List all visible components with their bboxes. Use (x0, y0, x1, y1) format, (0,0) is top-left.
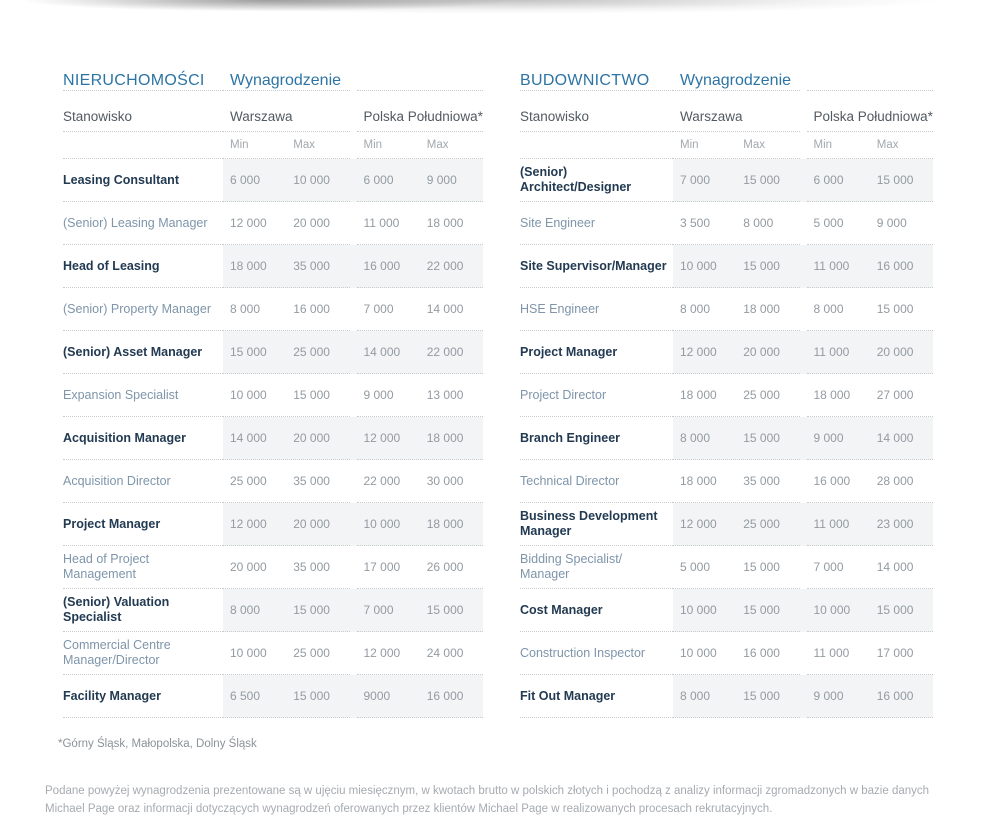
table-row (520, 546, 933, 589)
salary-max-warszawa: 16 000 (293, 302, 330, 316)
table-row (520, 245, 933, 288)
salary-min-warszawa: 10 000 (680, 259, 717, 273)
max-label: Max (876, 139, 899, 151)
position-cell: Expansion Specialist (63, 374, 223, 417)
table-row (520, 331, 933, 374)
table-row (63, 503, 483, 546)
salary-min-warszawa: 8 000 (680, 431, 711, 445)
salary-min-poludniowa: 11 000 (813, 517, 850, 531)
salary-max-poludniowa: 16 000 (426, 689, 464, 703)
salary-values (223, 675, 483, 718)
salary-min-poludniowa: 9 000 (813, 431, 844, 445)
position-cell: Leasing Consultant (63, 159, 223, 202)
table-rows (520, 159, 933, 718)
polska-poludniowa-values (357, 546, 484, 589)
position-cell: Technical Director (520, 460, 673, 503)
max-label: Max (426, 139, 449, 151)
section-title: BUDOWNICTWO (520, 72, 673, 91)
warszawa-values (673, 374, 800, 417)
position-cell: Acquisition Manager (63, 417, 223, 460)
salary-min-poludniowa: 16 000 (813, 474, 851, 488)
region-header-polska-poludniowa: Polska Południowa* (813, 108, 933, 124)
polska-poludniowa-values (807, 503, 934, 546)
warszawa-values (223, 589, 350, 632)
salary-values (223, 632, 483, 675)
salary-max-poludniowa: 26 000 (426, 560, 464, 574)
polska-poludniowa-values (807, 245, 934, 288)
salary-min-warszawa: 12 000 (230, 216, 267, 230)
salary-header-group (223, 72, 483, 91)
polska-poludniowa-values (807, 632, 934, 675)
salary-values (673, 589, 933, 632)
salary-min-poludniowa: 10 000 (363, 517, 401, 531)
salary-min-warszawa: 8 000 (230, 603, 261, 617)
salary-min-poludniowa: 7 000 (813, 560, 844, 574)
salary-min-warszawa: 5 000 (680, 560, 711, 574)
salary-max-warszawa: 18 000 (743, 302, 780, 316)
salary-max-warszawa: 15 000 (743, 431, 780, 445)
salary-max-poludniowa: 17 000 (876, 646, 914, 660)
table-minmax-header (520, 132, 933, 159)
position-cell: HSE Engineer (520, 288, 673, 331)
salary-min-warszawa: 7 000 (680, 173, 711, 187)
salary-max-poludniowa: 18 000 (426, 517, 464, 531)
salary-header: Wynagrodzenie (680, 72, 792, 89)
salary-max-poludniowa: 22 000 (426, 259, 464, 273)
position-cell: (Senior) Valuation Specialist (63, 589, 223, 632)
salary-values (223, 374, 483, 417)
salary-header-group (673, 72, 933, 91)
position-header: Stanowisko (63, 101, 223, 132)
position-cell: Acquisition Director (63, 460, 223, 503)
min-label: Min (680, 139, 699, 151)
page-top-shadow (0, 0, 988, 26)
table-section-header (63, 72, 483, 101)
salary-max-warszawa: 25 000 (293, 345, 330, 359)
salary-min-warszawa: 18 000 (230, 259, 267, 273)
salary-values (223, 460, 483, 503)
salary-values (223, 417, 483, 460)
position-cell: Commercial Centre Manager/Director (63, 632, 223, 675)
polska-poludniowa-values (807, 546, 934, 589)
position-cell: Cost Manager (520, 589, 673, 632)
salary-min-warszawa: 6 000 (230, 173, 261, 187)
polska-poludniowa-values (807, 374, 934, 417)
salary-max-poludniowa: 14 000 (876, 431, 914, 445)
salary-values (223, 503, 483, 546)
salary-min-poludniowa: 9 000 (363, 388, 394, 402)
warszawa-values (223, 632, 350, 675)
salary-min-warszawa: 10 000 (680, 646, 717, 660)
salary-min-warszawa: 10 000 (230, 388, 267, 402)
position-header: Stanowisko (520, 101, 673, 132)
position-cell: (Senior) Architect/Designer (520, 159, 673, 202)
salary-min-warszawa: 12 000 (230, 517, 267, 531)
position-cell: Business Development Manager (520, 503, 673, 546)
warszawa-values (223, 374, 350, 417)
salary-values (223, 589, 483, 632)
table-row (63, 589, 483, 632)
min-label: Min (230, 139, 249, 151)
min-label: Min (363, 139, 383, 151)
salary-max-warszawa: 15 000 (743, 689, 780, 703)
salary-min-warszawa: 18 000 (680, 388, 717, 402)
salary-max-warszawa: 16 000 (743, 646, 780, 660)
salary-values (673, 503, 933, 546)
salary-min-warszawa: 3 500 (680, 216, 711, 230)
salary-max-poludniowa: 9 000 (426, 173, 457, 187)
position-cell: Project Manager (63, 503, 223, 546)
salary-max-warszawa: 10 000 (293, 173, 330, 187)
polska-poludniowa-values (357, 374, 484, 417)
salary-min-warszawa: 10 000 (230, 646, 267, 660)
max-label: Max (743, 139, 765, 151)
table-row (63, 288, 483, 331)
warszawa-values (223, 417, 350, 460)
table-region-header (63, 101, 483, 132)
salary-max-poludniowa: 16 000 (876, 259, 914, 273)
salary-max-poludniowa: 20 000 (876, 345, 914, 359)
warszawa-values (673, 546, 800, 589)
polska-poludniowa-values (807, 159, 934, 202)
max-label: Max (293, 139, 315, 151)
polska-poludniowa-values (357, 159, 484, 202)
warszawa-values (673, 632, 800, 675)
salary-min-warszawa: 8 000 (680, 689, 711, 703)
position-cell: Construction Inspector (520, 632, 673, 675)
salary-min-poludniowa: 5 000 (813, 216, 844, 230)
table-row (520, 417, 933, 460)
salary-max-warszawa: 35 000 (743, 474, 780, 488)
table-row (63, 417, 483, 460)
position-cell: Site Engineer (520, 202, 673, 245)
polska-poludniowa-values (357, 417, 484, 460)
salary-min-poludniowa: 8 000 (813, 302, 844, 316)
table-rows (63, 159, 483, 718)
salary-max-poludniowa: 16 000 (876, 689, 914, 703)
salary-max-poludniowa: 14 000 (876, 560, 914, 574)
salary-min-poludniowa: 7 000 (363, 603, 394, 617)
salary-max-poludniowa: 9 000 (876, 216, 907, 230)
salary-min-poludniowa: 6 000 (813, 173, 844, 187)
salary-max-warszawa: 15 000 (293, 388, 330, 402)
warszawa-values (673, 331, 800, 374)
polska-poludniowa-values (807, 288, 934, 331)
salary-min-poludniowa: 17 000 (363, 560, 401, 574)
salary-min-poludniowa: 9 000 (813, 689, 844, 703)
table-row (63, 632, 483, 675)
polska-poludniowa-values (807, 675, 934, 718)
salary-min-warszawa: 12 000 (680, 345, 717, 359)
table-row (63, 546, 483, 589)
position-cell: (Senior) Leasing Manager (63, 202, 223, 245)
salary-max-warszawa: 15 000 (743, 173, 780, 187)
polska-poludniowa-values (357, 675, 484, 718)
table-nieruchomosci (63, 72, 483, 718)
salary-max-poludniowa: 27 000 (876, 388, 914, 402)
salary-max-poludniowa: 15 000 (876, 173, 914, 187)
table-row (63, 159, 483, 202)
salary-disclaimer: Podane powyżej wynagrodzenia prezentowane są w ujęciu miesięcznym, w kwotach brutto w polskich złotych i pochodzą z analizy informacji zgromadzonych w bazie danych Michael Page oraz informacji dotyczących wynagrodzeń oferowanych przez klientów Michael Page w realizowanych procesach rekrutacyjnych. (45, 785, 930, 816)
salary-max-warszawa: 15 000 (293, 603, 330, 617)
position-cell: Project Director (520, 374, 673, 417)
salary-values (223, 546, 483, 589)
salary-max-warszawa: 20 000 (293, 216, 330, 230)
polska-poludniowa-values (357, 503, 484, 546)
position-cell: (Senior) Property Manager (63, 288, 223, 331)
polska-poludniowa-values (807, 460, 934, 503)
salary-max-warszawa: 20 000 (743, 345, 780, 359)
salary-max-warszawa: 25 000 (743, 517, 780, 531)
warszawa-values (223, 503, 350, 546)
salary-values (673, 245, 933, 288)
position-cell: Project Manager (520, 331, 673, 374)
salary-max-warszawa: 20 000 (293, 517, 330, 531)
salary-max-warszawa: 25 000 (743, 388, 780, 402)
salary-min-warszawa: 14 000 (230, 431, 267, 445)
polska-poludniowa-values (357, 288, 484, 331)
polska-poludniowa-values (807, 331, 934, 374)
warszawa-values (223, 245, 350, 288)
table-minmax-header (63, 132, 483, 159)
salary-min-poludniowa: 18 000 (813, 388, 851, 402)
salary-min-poludniowa: 7 000 (363, 302, 394, 316)
polska-poludniowa-values (807, 417, 934, 460)
warszawa-values (223, 202, 350, 245)
salary-max-poludniowa: 28 000 (876, 474, 914, 488)
warszawa-values (673, 417, 800, 460)
polska-poludniowa-values (807, 589, 934, 632)
salary-min-warszawa: 8 000 (230, 302, 261, 316)
salary-min-poludniowa: 11 000 (813, 259, 850, 273)
table-row (520, 632, 933, 675)
salary-max-poludniowa: 18 000 (426, 431, 464, 445)
salary-values (673, 202, 933, 245)
position-cell: Head of Leasing (63, 245, 223, 288)
salary-max-poludniowa: 14 000 (426, 302, 464, 316)
table-row (520, 374, 933, 417)
position-cell: Fit Out Manager (520, 675, 673, 718)
salary-min-warszawa: 15 000 (230, 345, 267, 359)
salary-header: Wynagrodzenie (230, 72, 342, 89)
salary-min-poludniowa: 11 000 (363, 216, 400, 230)
min-label: Min (813, 139, 833, 151)
salary-min-poludniowa: 16 000 (363, 259, 401, 273)
salary-min-warszawa: 25 000 (230, 474, 267, 488)
warszawa-values (223, 288, 350, 331)
salary-max-warszawa: 25 000 (293, 646, 330, 660)
salary-values (673, 417, 933, 460)
salary-max-poludniowa: 15 000 (876, 603, 914, 617)
table-row (520, 202, 933, 245)
salary-max-warszawa: 35 000 (293, 259, 330, 273)
table-row (63, 374, 483, 417)
salary-min-poludniowa: 22 000 (363, 474, 401, 488)
table-row (520, 589, 933, 632)
polska-poludniowa-values (357, 245, 484, 288)
salary-values (673, 374, 933, 417)
salary-values (223, 331, 483, 374)
salary-max-warszawa: 15 000 (293, 689, 330, 703)
salary-min-warszawa: 6 500 (230, 689, 261, 703)
salary-min-poludniowa: 12 000 (363, 431, 401, 445)
warszawa-values (673, 460, 800, 503)
salary-min-poludniowa: 14 000 (363, 345, 401, 359)
salary-max-warszawa: 15 000 (743, 603, 780, 617)
salary-min-poludniowa: 11 000 (813, 646, 850, 660)
salary-values (223, 245, 483, 288)
salary-max-poludniowa: 15 000 (426, 603, 464, 617)
warszawa-values (673, 202, 800, 245)
warszawa-values (673, 675, 800, 718)
table-row (63, 460, 483, 503)
table-section-header (520, 72, 933, 101)
warszawa-values (223, 159, 350, 202)
salary-max-poludniowa: 18 000 (426, 216, 464, 230)
position-cell: Site Supervisor/Manager (520, 245, 673, 288)
warszawa-values (673, 589, 800, 632)
table-row (520, 460, 933, 503)
polska-poludniowa-values (357, 632, 484, 675)
warszawa-values (673, 245, 800, 288)
table-row (63, 675, 483, 718)
warszawa-values (673, 288, 800, 331)
position-cell: (Senior) Asset Manager (63, 331, 223, 374)
salary-max-poludniowa: 23 000 (876, 517, 914, 531)
table-row (520, 159, 933, 202)
polska-poludniowa-values (357, 331, 484, 374)
salary-max-poludniowa: 30 000 (426, 474, 464, 488)
table-budownictwo (520, 72, 933, 718)
salary-min-warszawa: 12 000 (680, 517, 717, 531)
salary-max-poludniowa: 22 000 (426, 345, 464, 359)
salary-min-warszawa: 8 000 (680, 302, 711, 316)
salary-tables-section (63, 72, 933, 718)
salary-max-poludniowa: 15 000 (876, 302, 914, 316)
regions-footnote: *Górny Śląsk, Małopolska, Dolny Śląsk (58, 738, 257, 750)
region-header-warszawa: Warszawa (230, 108, 293, 124)
polska-poludniowa-values (357, 460, 484, 503)
salary-values (673, 159, 933, 202)
table-row (520, 503, 933, 546)
salary-max-poludniowa: 13 000 (426, 388, 464, 402)
warszawa-values (673, 503, 800, 546)
warszawa-values (673, 159, 800, 202)
salary-min-warszawa: 10 000 (680, 603, 717, 617)
salary-max-warszawa: 20 000 (293, 431, 330, 445)
warszawa-values (223, 546, 350, 589)
salary-values (223, 202, 483, 245)
salary-max-warszawa: 35 000 (293, 474, 330, 488)
salary-max-warszawa: 15 000 (743, 259, 780, 273)
region-header-warszawa: Warszawa (680, 108, 743, 124)
salary-min-poludniowa: 12 000 (363, 646, 401, 660)
salary-max-warszawa: 15 000 (743, 560, 780, 574)
table-row (520, 675, 933, 718)
salary-values (673, 460, 933, 503)
position-cell: Head of Project Management (63, 546, 223, 589)
salary-min-poludniowa: 11 000 (813, 345, 850, 359)
table-row (63, 245, 483, 288)
salary-values (673, 546, 933, 589)
table-row (63, 331, 483, 374)
warszawa-values (223, 460, 350, 503)
salary-values (673, 675, 933, 718)
salary-values (673, 632, 933, 675)
salary-max-warszawa: 8 000 (743, 216, 774, 230)
position-cell: Bidding Specialist/ Manager (520, 546, 673, 589)
region-header-polska-poludniowa: Polska Południowa* (363, 108, 483, 124)
position-cell: Facility Manager (63, 675, 223, 718)
salary-min-poludniowa: 6 000 (363, 173, 394, 187)
section-title: NIERUCHOMOŚCI (63, 72, 223, 91)
warszawa-values (223, 331, 350, 374)
salary-min-warszawa: 18 000 (680, 474, 717, 488)
table-region-header (520, 101, 933, 132)
salary-values (673, 331, 933, 374)
polska-poludniowa-values (357, 589, 484, 632)
polska-poludniowa-values (807, 202, 934, 245)
position-cell: Branch Engineer (520, 417, 673, 460)
salary-values (223, 288, 483, 331)
salary-max-warszawa: 35 000 (293, 560, 330, 574)
table-row (63, 202, 483, 245)
salary-values (223, 159, 483, 202)
salary-max-poludniowa: 24 000 (426, 646, 464, 660)
salary-min-poludniowa: 9000 (363, 689, 391, 703)
salary-min-warszawa: 20 000 (230, 560, 267, 574)
salary-values (673, 288, 933, 331)
warszawa-values (223, 675, 350, 718)
salary-min-poludniowa: 10 000 (813, 603, 851, 617)
polska-poludniowa-values (357, 202, 484, 245)
table-row (520, 288, 933, 331)
